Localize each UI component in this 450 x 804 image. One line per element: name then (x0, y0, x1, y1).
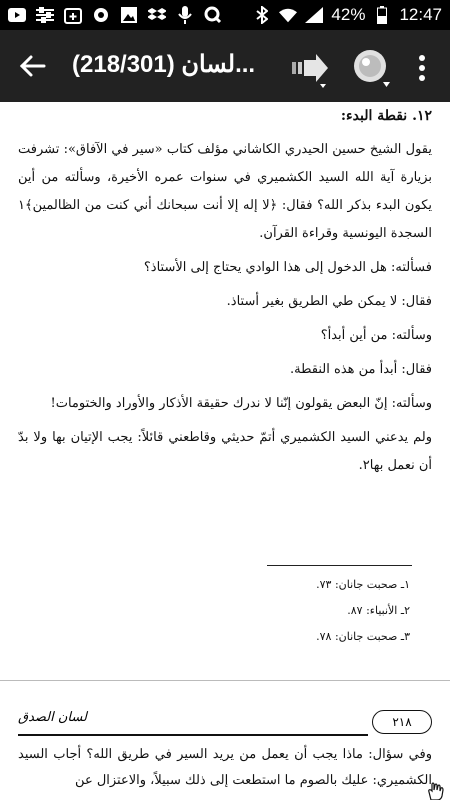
book-page[interactable] (0, 102, 450, 800)
battery-percent: 42% (331, 5, 366, 24)
paragraph: يقول الشيخ حسين الحيدري الكاشاني مؤلف كتاب «سير في الآفاق»: تشرفت بزيارة آية الله السيد الكشميري في سنوات عمره الأخيرة، وسألته من أين يكون البدء بذكر الله؟ فقال: ﴿لا إله إلا أنت سبحانك أني كنت من الظالمين﴾١ السجدة اليونسية وقراءة القرآن. (18, 142, 432, 241)
youtube-icon (8, 6, 26, 24)
footnote: ١ـ صحبت جانان: ٧٣. (316, 578, 410, 591)
clock: 12:47 (399, 5, 442, 24)
running-header (18, 710, 432, 736)
footnote-divider (267, 565, 412, 566)
search-icon[interactable] (350, 46, 392, 88)
overflow-menu-icon[interactable] (412, 50, 432, 86)
bluetooth-icon (253, 6, 271, 24)
battery-icon (373, 6, 391, 24)
settings-gear-icon (92, 6, 110, 24)
paragraph: وسألته: إنّ البعض يقولون إنّنا لا ندرك حقيقة الأذكار والأوراد والختومات! (50, 396, 432, 411)
running-header-rule (18, 734, 368, 736)
book-title: (218/301) لسان... (72, 51, 256, 78)
next-page-text: وفي سؤال: ماذا يجب أن يعمل من يريد السير في طريق الله؟ أجاب السيد الكشميري: عليك بالصوم ما استطعت إلى ذلك سبيلاً، والاعتزال عن (18, 747, 432, 788)
calendar-plus-icon (64, 6, 82, 24)
back-arrow-icon[interactable] (16, 48, 52, 84)
hand-pointer-icon (425, 782, 445, 800)
page-separator (0, 680, 450, 681)
wifi-icon (279, 6, 297, 24)
quran-q-icon (204, 6, 222, 24)
page-number: ٢١٨ (372, 710, 432, 734)
paragraph: ولم يدعني السيد الكشميري أتمّ حديثي وقاطعني قائلاً: يجب الإتيان بها ولا بدّ أن نعمل بها٢. (18, 430, 432, 473)
footnote: ٢ـ الأنبياء: ٨٧. (347, 604, 410, 617)
signal-icon (305, 6, 323, 24)
system-status (253, 0, 442, 30)
running-book-title: لسان الصدق (18, 710, 87, 725)
notification-icons (8, 0, 222, 30)
footnote: ٣ـ صحبت جانان: ٧٨. (316, 630, 410, 643)
app-toolbar (0, 30, 450, 102)
paragraph: فسألته: هل الدخول إلى هذا الوادي يحتاج إلى الأستاذ؟ (143, 260, 432, 275)
paragraph: فقال: أبدأ من هذه النقطة. (290, 362, 432, 377)
dropbox-icon (148, 6, 166, 24)
paragraph: فقال: لا يمكن طي الطريق بغير أستاذ. (226, 294, 432, 309)
footnotes (40, 572, 410, 650)
page-body (18, 102, 432, 486)
status-bar (0, 0, 450, 30)
section-heading: ١٢. نقطة البدء: (340, 108, 432, 124)
paragraph: وسألته: من أين أبدأ؟ (320, 328, 432, 343)
microphone-icon (176, 6, 194, 24)
equalizer-icon (36, 6, 54, 24)
go-to-page-icon[interactable] (290, 48, 330, 88)
image-icon (120, 6, 138, 24)
